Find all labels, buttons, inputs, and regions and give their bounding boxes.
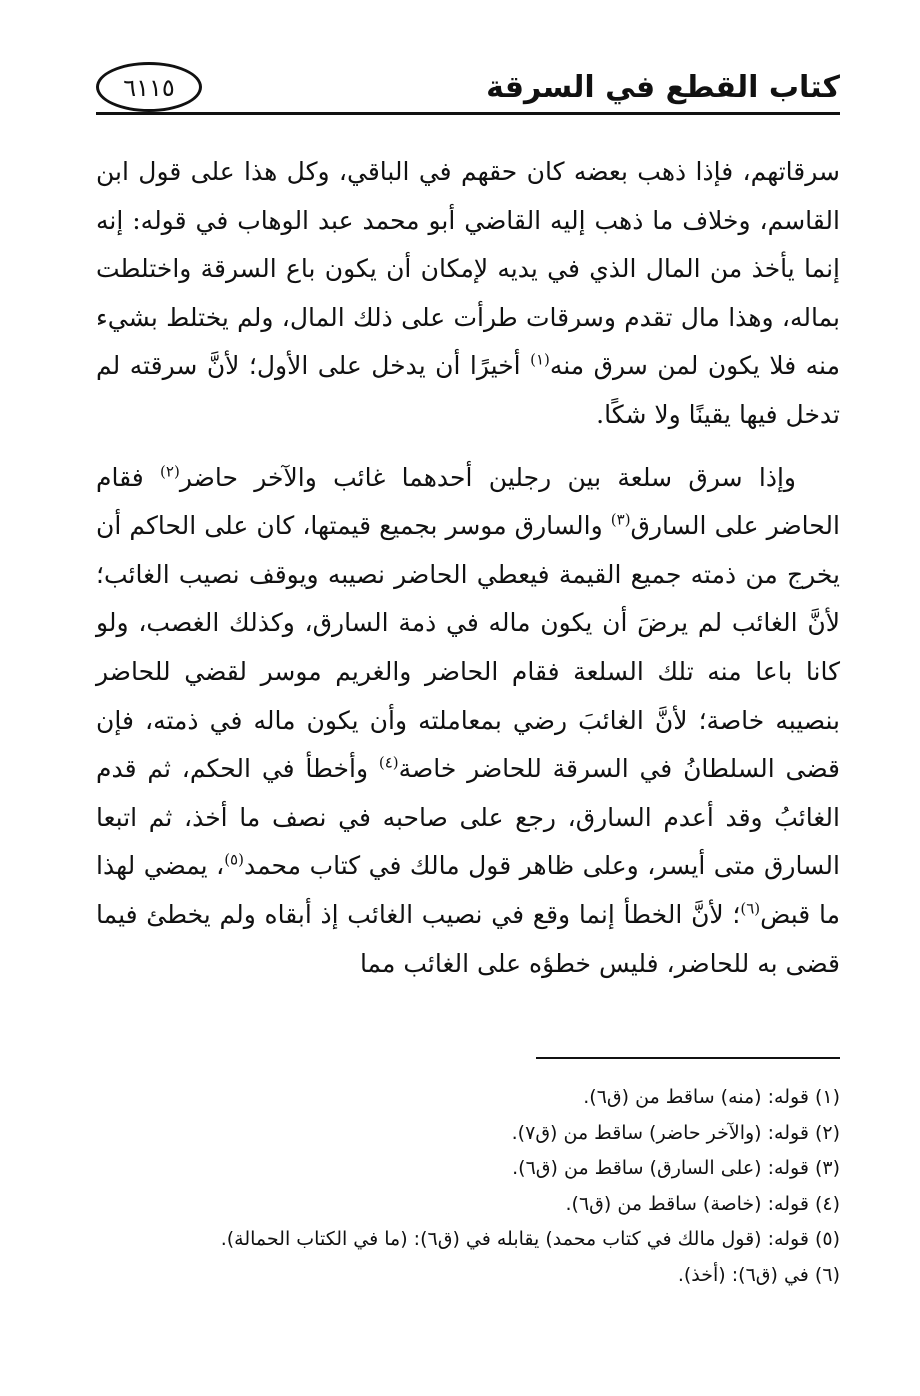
text-segment: أخيرًا أن يدخل على الأول؛ لأنَّ سرقته لم تدخل فيها يقينًا ولا شكًا. (96, 351, 840, 429)
text-segment: سرقاتهم، فإذا ذهب بعضه كان حقهم في الباقي، وكل هذا على قول ابن القاسم، وخلاف ما ذهب إليه القاضي أبو محمد عبد الوهاب في قوله: إنه إنما يأخذ من المال الذي في يديه لإمكان أن يكون باع السرقة واختلطت بماله، وهذا مال تقدم وسرقات طرأت على ذلك المال، ولم يختلط بشيء منه فلا يكون لمن سرق منه (96, 157, 840, 381)
footnote-2: (٢) قوله: (والآخر حاضر) ساقط من (ق٧). (511, 1121, 840, 1144)
footnote-3: (٣) قوله: (على السارق) ساقط من (ق٦). (512, 1157, 840, 1179)
page-number: ٦١١٥ (123, 74, 175, 102)
footnote-5: (٥) قوله: (قول مالك في كتاب محمد) يقابله في (ق٦): (ما في الكتاب الحمالة). (220, 1228, 840, 1250)
paragraph-2 (96, 454, 840, 989)
header-rule (96, 112, 840, 115)
footnote-separator (536, 1057, 840, 1059)
footnotes (96, 1080, 840, 1293)
footnote-ref: (٥) (224, 850, 244, 869)
chapter-title: كتاب القطع في السرقة (476, 66, 840, 110)
footnote-ref: (٤) (378, 753, 399, 772)
text-segment: وأخطأ في الحكم، ثم قدم الغائبُ وقد أعدم السارق، رجع على صاحبه في نصف ما أخذ، ثم اتبعا السارق متى أيسر، وعلى ظاهر قول مالك في كتاب محمد (96, 754, 840, 881)
footnote-ref: (٦) (740, 899, 761, 918)
text-segment: ؛ لأنَّ الخطأ إنما وقع في نصيب الغائب إذ أبقاه ولم يخطئ فيما قضى به للحاضر، فليس خطؤه على الغائب مما (96, 899, 840, 978)
text-segment: فقام الحاضر على السارق (96, 462, 840, 541)
main-text (96, 148, 840, 988)
footnote-ref: (٢) (160, 462, 180, 481)
footnote-1: (١) قوله: (منه) ساقط من (ق٦). (583, 1086, 840, 1108)
footnote-ref: (٣) (610, 510, 631, 529)
text-segment: وإذا سرق سلعة بين رجلين أحدهما غائب والآخر حاضر (179, 462, 797, 492)
footnote-4: (٤) قوله: (خاصة) ساقط من (ق٦). (565, 1192, 840, 1215)
paragraph-1 (96, 148, 840, 440)
page-number-badge (96, 62, 202, 112)
footnote-ref: (١) (530, 351, 550, 370)
text-segment: ، يمضي لهذا ما قبض (96, 851, 840, 929)
text-segment: والسارق موسر بجميع قيمتها، كان على الحاكم أن يخرج من ذمته جميع القيمة فيعطي الحاضر نصيبه ويوقف نصيب الغائب؛ لأنَّ الغائب لم يرضَ أن يكون ماله في ذمة السارق، وكذلك الغصب، ولو كانا باعا منه تلك السلعة فقام الحاضر والغريم موسر لقضي للحاضر بنصيبه خاصة؛ لأنَّ الغائبَ رضي بمعاملته وأن يكون ماله في ذمته، فإن قضى السلطانُ في السرقة للحاضر خاصة (96, 511, 840, 784)
footnote-6: (٦) في (ق٦): (أخذ). (677, 1263, 840, 1286)
page-header (96, 62, 840, 126)
